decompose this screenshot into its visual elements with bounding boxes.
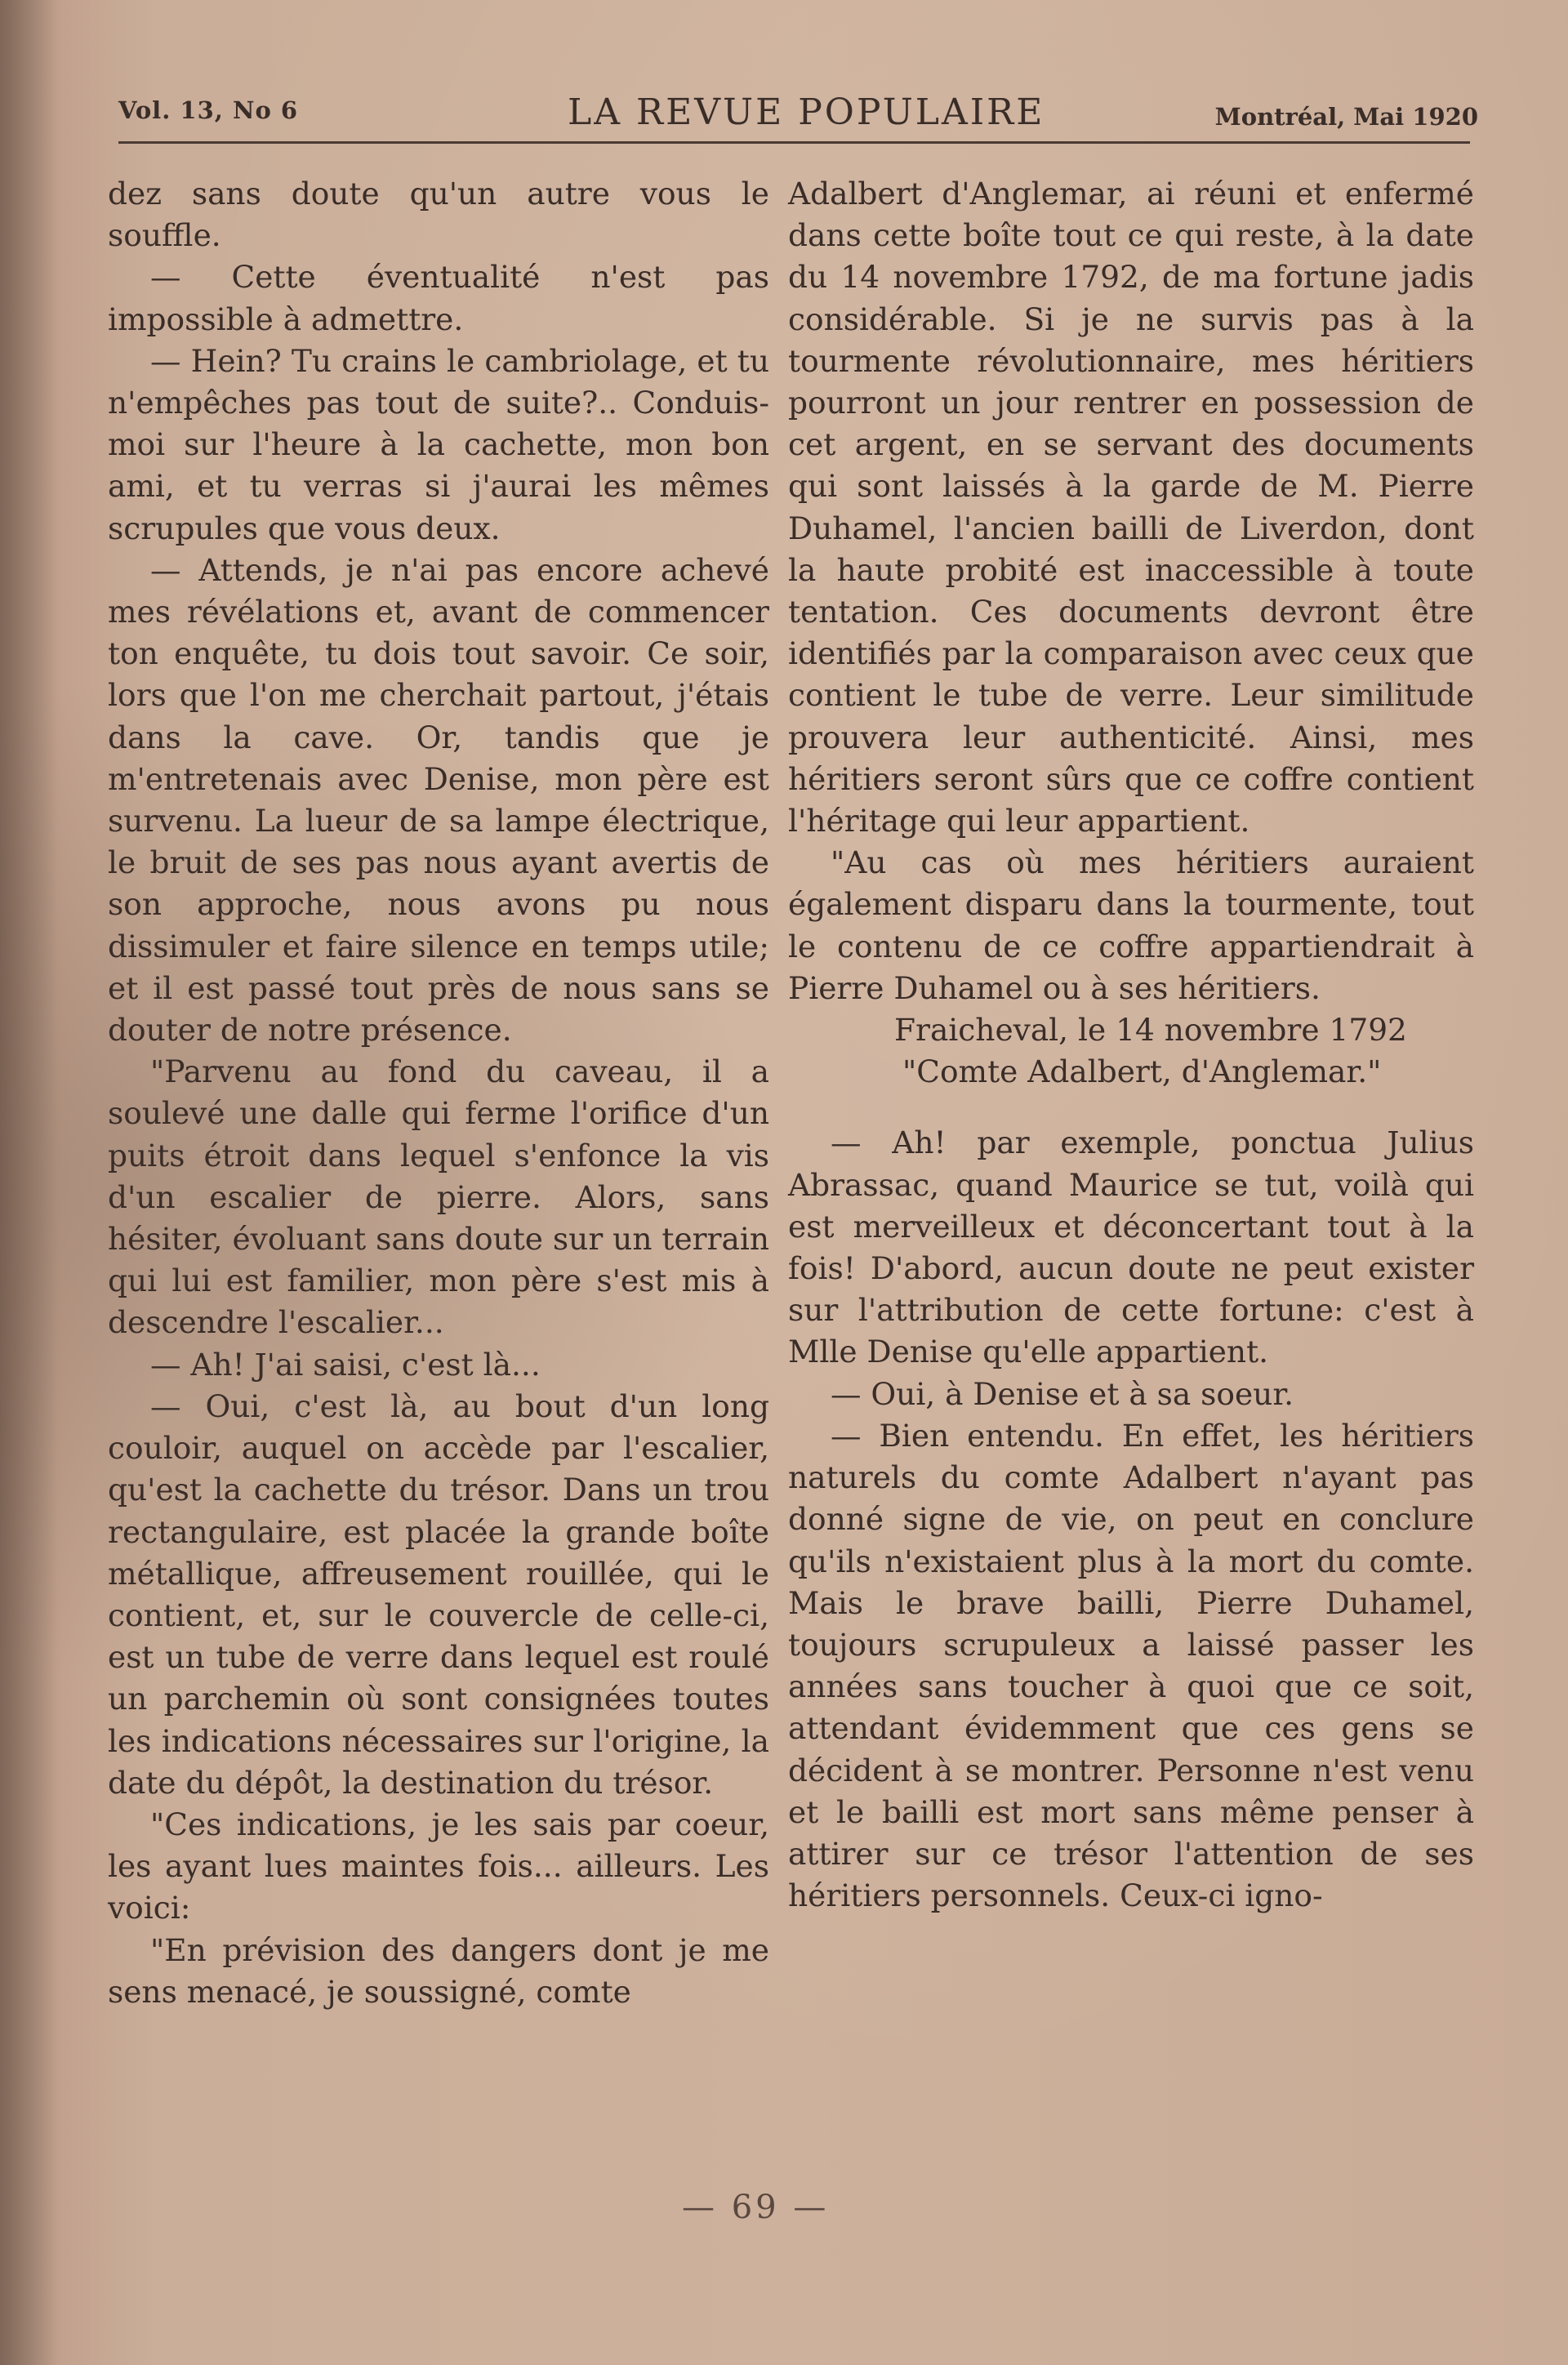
paragraph: "Ces indications, je les sais par coeur, les ayant lues maintes fois... ailleurs. Les voici: [108, 1806, 769, 1926]
paragraph: — Oui, à Denise et à sa soeur. [831, 1375, 1294, 1412]
page-number: — 69 — [682, 2189, 830, 2226]
paragraph: — Cette éventualité n'est pas impossible à admettre. [108, 259, 769, 337]
paragraph: — Oui, c'est là, au bout d'un long couloir, auquel on accède par l'escalier, qu'est la cachette du trésor. Dans un trou rectangulaire, est placée la grande boîte métallique, affreusement rouillée, qui le contient, et, sur le couvercle de celle-ci, est un tube de verre dans lequel est roulé un parchemin où sont consignées toutes les indications nécessaires sur l'origine, la date du dépôt, la destination du trésor. [108, 1387, 769, 1801]
paragraph: — Ah! J'ai saisi, c'est là... [150, 1346, 541, 1383]
paragraph: "Au cas où mes héritiers auraient également disparu dans la tourmente, tout le contenu de ce coffre appartiendrait à Pierre Duhamel ou à ses héritiers. [788, 844, 1474, 1006]
volume-number: Vol. 13, No 6 [118, 96, 299, 124]
right-column [788, 173, 1474, 1917]
signature-name: "Comte Adalbert, d'Anglemar." [902, 1053, 1382, 1090]
paragraph: "Parvenu au fond du caveau, il a soulevé une dalle qui ferme l'orifice d'un puits étroit dans lequel s'enfonce la vis d'un escalier de pierre. Alors, sans hésiter, évoluant sans doute sur un terrain qui lui est familier, mon père s'est mis à descendre l'escalier... [108, 1053, 770, 1341]
paragraph: — Attends, je n'ai pas encore achevé mes révélations et, avant de commencer ton enquête, tu dois tout savoir. Ce soir, lors que l'on me cherchait partout, j'étais dans la cave. Or, tandis que je m'entretenais avec Denise, mon père est survenu. La lueur de sa lampe électrique, le bruit de ses pas nous ayant avertis de son approche, nous avons pu nous dissimuler et faire silence en temps utile; et il est passé tout près de nous sans se douter de notre présence. [108, 551, 769, 1049]
signature-date: Fraicheval, le 14 novembre 1792 [894, 1012, 1407, 1049]
issue-date: Montréal, Mai 1920 [1214, 103, 1478, 131]
binding-shadow [0, 0, 57, 2365]
left-column [108, 173, 769, 2013]
paragraph: Adalbert d'Anglemar, ai réuni et enfermé dans cette boîte tout ce qui reste, à la date du 14 novembre 1792, de ma fortune jadis considérable. Si je ne survis pas à la tourmente révolutionnaire, mes héritiers pourront un jour rentrer en possession de cet argent, en se servant des documents qui sont laissés à la garde de M. Pierre Duhamel, l'ancien bailli de Liverdon, dont la haute probité est inaccessible à toute tentation. Ces documents devront être identifiés par la comparaison avec ceux que contient le tube de verre. Leur similitude prouvera leur authenticité. Ainsi, mes héritiers seront sûrs que ce coffre contient l'héritage qui leur appartient. [788, 176, 1474, 840]
paragraph: — Hein? Tu crains le cambriolage, et tu n'empêches pas tout de suite?.. Conduis-moi sur l'heure à la cachette, mon bon ami, et tu verras si j'aurai les mêmes scrupules que vous deux. [108, 342, 769, 546]
page-header [118, 91, 1478, 144]
paragraph: — Ah! par exemple, ponctua Julius Abrassac, quand Maurice se tut, voilà qui est merveilleux et déconcertant tout à la fois! D'abord, aucun doute ne peut exister sur l'attribution de cette fortune: c'est à Mlle Denise qu'elle appartient. [788, 1125, 1474, 1370]
header-rule [118, 141, 1470, 144]
paragraph: dez sans doute qu'un autre vous le souffle. [108, 176, 769, 254]
paragraph: "En prévision des dangers dont je me sens menacé, je soussigné, comte [108, 1931, 769, 2010]
paragraph: — Bien entendu. En effet, les héritiers naturels du comte Adalbert n'ayant pas donné signe de vie, on peut en conclure qu'ils n'existaient plus à la mort du comte. Mais le brave bailli, Pierre Duhamel, toujours scrupuleux a laissé passer les années sans toucher à quoi que ce soit, attendant évidemment que ces gens se décident à se montrer. Personne n'est venu et le bailli est mort sans même penser à attirer sur ce trésor l'attention de ses héritiers personnels. Ceux-ci igno- [788, 1417, 1474, 1914]
magazine-title: LA REVUE POPULAIRE [568, 91, 1045, 133]
